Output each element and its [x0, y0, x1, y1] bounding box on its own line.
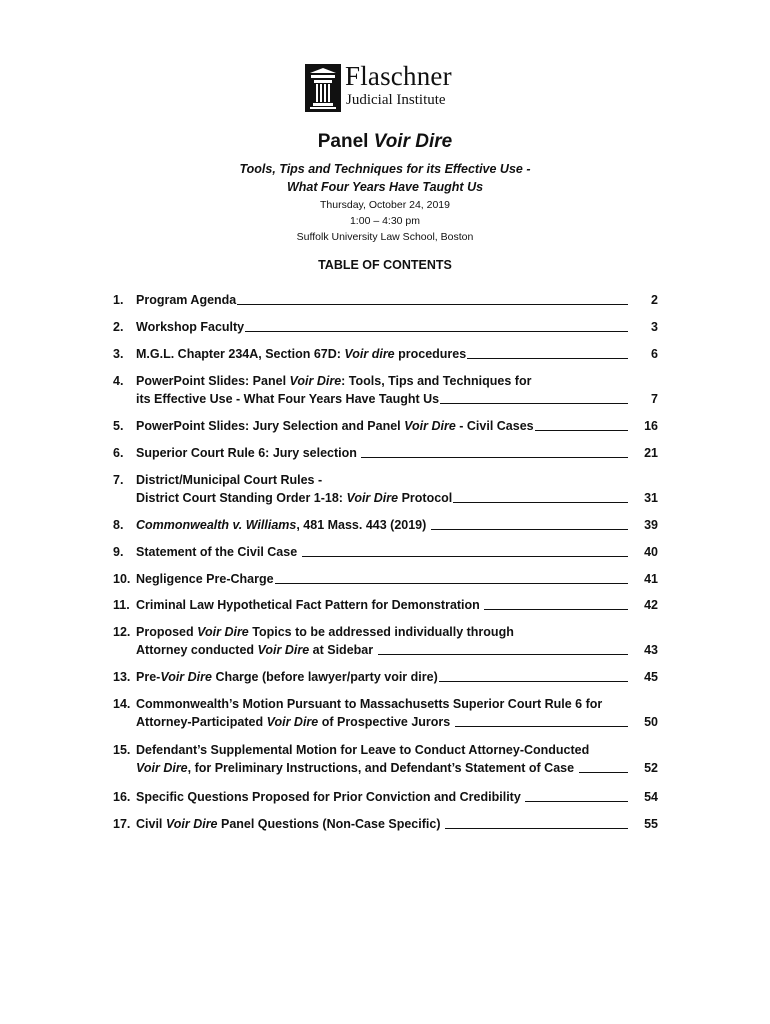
- title-italic: Voir Dire: [373, 131, 453, 152]
- toc-entry: [113, 291, 658, 309]
- toc-entry-number: 14.: [113, 697, 131, 711]
- event-date: Thursday, October 24, 2019: [320, 199, 450, 211]
- toc-leader-line: [431, 529, 628, 530]
- toc-entry: [113, 444, 658, 462]
- toc-title-text: Voir Dire: [266, 715, 319, 729]
- toc-leader-line: [439, 681, 628, 682]
- toc-title-text: PowerPoint Slides: Panel: [136, 374, 290, 388]
- toc-title-text: Civil: [136, 817, 166, 831]
- event-time: 1:00 – 4:30 pm: [349, 215, 421, 227]
- toc-page-number: 45: [644, 670, 658, 684]
- toc-entry-number: 12.: [113, 625, 131, 639]
- toc-entry-title-line: [136, 641, 629, 659]
- toc-entry: [113, 372, 658, 408]
- toc-leader-line: [445, 828, 628, 829]
- toc-title-text: Voir Dire: [404, 419, 456, 433]
- toc-page-number: 43: [644, 643, 658, 657]
- toc-page-number: 52: [644, 761, 658, 775]
- toc-entry-title-line: [136, 668, 629, 686]
- toc-title-text: PowerPoint Slides: Jury Selection and Panel: [136, 419, 405, 433]
- toc-entry: [113, 623, 658, 659]
- toc-leader-line: [467, 358, 628, 359]
- toc-title-text: , 481 Mass. 443 (2019): [296, 518, 430, 532]
- toc-entry: [113, 695, 658, 731]
- toc-heading: TABLE OF CONTENTS: [318, 258, 452, 272]
- toc-entry: [113, 741, 658, 777]
- toc-entry-title-line: [136, 815, 629, 833]
- toc-entry-title-line: [136, 713, 629, 731]
- toc-page-number: 42: [644, 598, 658, 612]
- toc-entry-title-line: [136, 788, 629, 806]
- document-header: [0, 130, 770, 245]
- toc-page-number: 50: [644, 715, 658, 729]
- toc-entry-number: 4.: [113, 374, 124, 388]
- toc-page-number: 39: [644, 518, 658, 532]
- toc-leader-line: [453, 502, 628, 503]
- toc-page-number: 2: [651, 293, 658, 307]
- toc-title-text: Voir Dire: [136, 761, 188, 775]
- toc-title-text: Workshop Faculty: [136, 320, 245, 334]
- toc-entry: [113, 471, 658, 507]
- toc-title-text: Voir Dire: [165, 817, 218, 831]
- toc-title-text: Voir Dire: [289, 374, 342, 388]
- toc-entry: [113, 788, 658, 806]
- toc-leader-line: [535, 430, 628, 431]
- toc-leader-line: [455, 726, 628, 727]
- toc-page-number: 3: [651, 320, 658, 334]
- toc-title-text: Voir Dire: [160, 670, 212, 684]
- toc-entry: [113, 815, 658, 833]
- toc-leader-line: [245, 331, 628, 332]
- toc-title-text: M.G.L. Chapter 234A, Section 67D:: [136, 347, 345, 361]
- toc-entry-title-line: [136, 318, 629, 336]
- subtitle-line-2: What Four Years Have Taught Us: [286, 180, 484, 194]
- toc-page-number: 16: [644, 419, 658, 433]
- toc-entry-title-line: [136, 516, 629, 534]
- toc-page-number: 54: [644, 790, 658, 804]
- toc-entry-title-line: [136, 489, 629, 507]
- toc-title-text: Voir Dire: [197, 625, 249, 639]
- toc-entry: [113, 516, 658, 534]
- toc-entry-number: 5.: [113, 419, 124, 433]
- toc-page-number: 41: [644, 572, 658, 586]
- toc-title-text: Voir Dire: [257, 643, 310, 657]
- toc-title-text: Superior Court Rule 6: Jury selection: [136, 446, 361, 460]
- toc-entry-number: 3.: [113, 347, 124, 361]
- toc-title-text: Commonwealth v. Williams: [136, 518, 297, 532]
- toc-title-text: - Civil Cases: [455, 419, 534, 433]
- toc-entry: [113, 668, 658, 686]
- toc-page-number: 31: [644, 491, 658, 505]
- title-plain: Panel: [317, 131, 374, 152]
- toc-entry-number: 15.: [113, 743, 131, 757]
- toc-entry-title-line: [136, 390, 629, 408]
- event-location: Suffolk University Law School, Boston: [296, 231, 474, 243]
- toc-entry-title-line: [136, 623, 629, 641]
- toc-entry-title-line: [136, 471, 629, 489]
- toc-title-text: Defendant’s Supplemental Motion for Leave to Conduct Attorney-Conducted: [136, 743, 590, 757]
- toc-entry-title-line: [136, 543, 629, 561]
- toc-entry-title-line: [136, 345, 629, 363]
- toc-title-text: Attorney conducted: [136, 643, 258, 657]
- toc-leader-line: [302, 556, 628, 557]
- toc-entry-title-line: [136, 741, 629, 759]
- toc-title-text: Voir Dire: [346, 491, 399, 505]
- toc-title-text: Negligence Pre-Charge: [136, 572, 274, 586]
- toc-title-text: procedures: [394, 347, 467, 361]
- toc-entry-title-line: [136, 759, 629, 777]
- logo-subname: Judicial Institute: [346, 92, 446, 108]
- toc-title-text: Program Agenda: [136, 293, 237, 307]
- toc-entry-number: 10.: [113, 572, 131, 586]
- toc-entry-number: 16.: [113, 790, 131, 804]
- toc-leader-line: [579, 772, 628, 773]
- toc-page-number: 6: [651, 347, 658, 361]
- toc-entry: [113, 570, 658, 588]
- toc-entry-number: 8.: [113, 518, 124, 532]
- toc-title-text: Pre-: [136, 670, 161, 684]
- toc-title-text: Topics to be addressed individually through: [248, 625, 514, 639]
- toc-page-number: 40: [644, 545, 658, 559]
- courthouse-column-icon: [305, 64, 341, 112]
- toc-entry-number: 13.: [113, 670, 131, 684]
- toc-entry-number: 2.: [113, 320, 124, 334]
- toc-leader-line: [525, 801, 628, 802]
- toc-title-text: its Effective Use - What Four Years Have Taught Us: [136, 392, 440, 406]
- toc-entry: [113, 318, 658, 336]
- toc-title-text: Commonwealth’s Motion Pursuant to Massachusetts Superior Court Rule 6 for: [136, 697, 603, 711]
- toc-page-number: 7: [651, 392, 658, 406]
- toc-page-number: 21: [644, 446, 658, 460]
- institute-logo: [305, 61, 475, 114]
- toc-title-text: : Tools, Tips and Techniques for: [341, 374, 532, 388]
- toc-entry: [113, 417, 658, 435]
- toc-title-text: Charge (before lawyer/party voir dire): [211, 670, 438, 684]
- page-title: [0, 130, 770, 154]
- toc-entry-number: 17.: [113, 817, 131, 831]
- toc-title-text: Voir dire: [344, 347, 395, 361]
- toc-title-text: Specific Questions Proposed for Prior Conviction and Credibility: [136, 790, 525, 804]
- toc-title-text: of Prospective Jurors: [318, 715, 454, 729]
- toc-entry: [113, 345, 658, 363]
- toc-entry-title-line: [136, 291, 629, 309]
- toc-leader-line: [440, 403, 628, 404]
- toc-entry: [113, 543, 658, 561]
- toc-page-number: 55: [644, 817, 658, 831]
- toc-title-text: Criminal Law Hypothetical Fact Pattern for Demonstration: [136, 598, 484, 612]
- toc-title-text: District/Municipal Court Rules -: [136, 473, 323, 487]
- logo-name: Flaschner: [345, 61, 452, 91]
- toc-entry: [113, 596, 658, 614]
- toc-entry-number: 7.: [113, 473, 124, 487]
- toc-entry-title-line: [136, 417, 629, 435]
- toc-entry-title-line: [136, 372, 629, 390]
- toc-title-text: Protocol: [398, 491, 453, 505]
- toc-title-text: at Sidebar: [309, 643, 377, 657]
- toc-entry-number: 11.: [113, 598, 130, 612]
- toc-title-text: District Court Standing Order 1-18:: [136, 491, 347, 505]
- toc-title-text: Panel Questions (Non-Case Specific): [217, 817, 444, 831]
- toc-leader-line: [275, 583, 628, 584]
- toc-entry-number: 6.: [113, 446, 124, 460]
- toc-title-text: Attorney-Participated: [136, 715, 267, 729]
- toc-entry-title-line: [136, 570, 629, 588]
- toc-title-text: , for Preliminary Instructions, and Defendant’s Statement of Case: [187, 761, 578, 775]
- subtitle-line-1: Tools, Tips and Techniques for its Effective Use -: [239, 162, 531, 176]
- toc-title-text: Statement of the Civil Case: [136, 545, 301, 559]
- toc-entry-title-line: [136, 596, 629, 614]
- toc-leader-line: [484, 609, 628, 610]
- toc-title-text: Proposed: [136, 625, 198, 639]
- toc-leader-line: [237, 304, 628, 305]
- toc-entry-number: 1.: [113, 293, 124, 307]
- toc-entry-title-line: [136, 444, 629, 462]
- toc-leader-line: [361, 457, 628, 458]
- toc-entry-title-line: [136, 695, 629, 713]
- toc-leader-line: [378, 654, 628, 655]
- toc-entry-number: 9.: [113, 545, 124, 559]
